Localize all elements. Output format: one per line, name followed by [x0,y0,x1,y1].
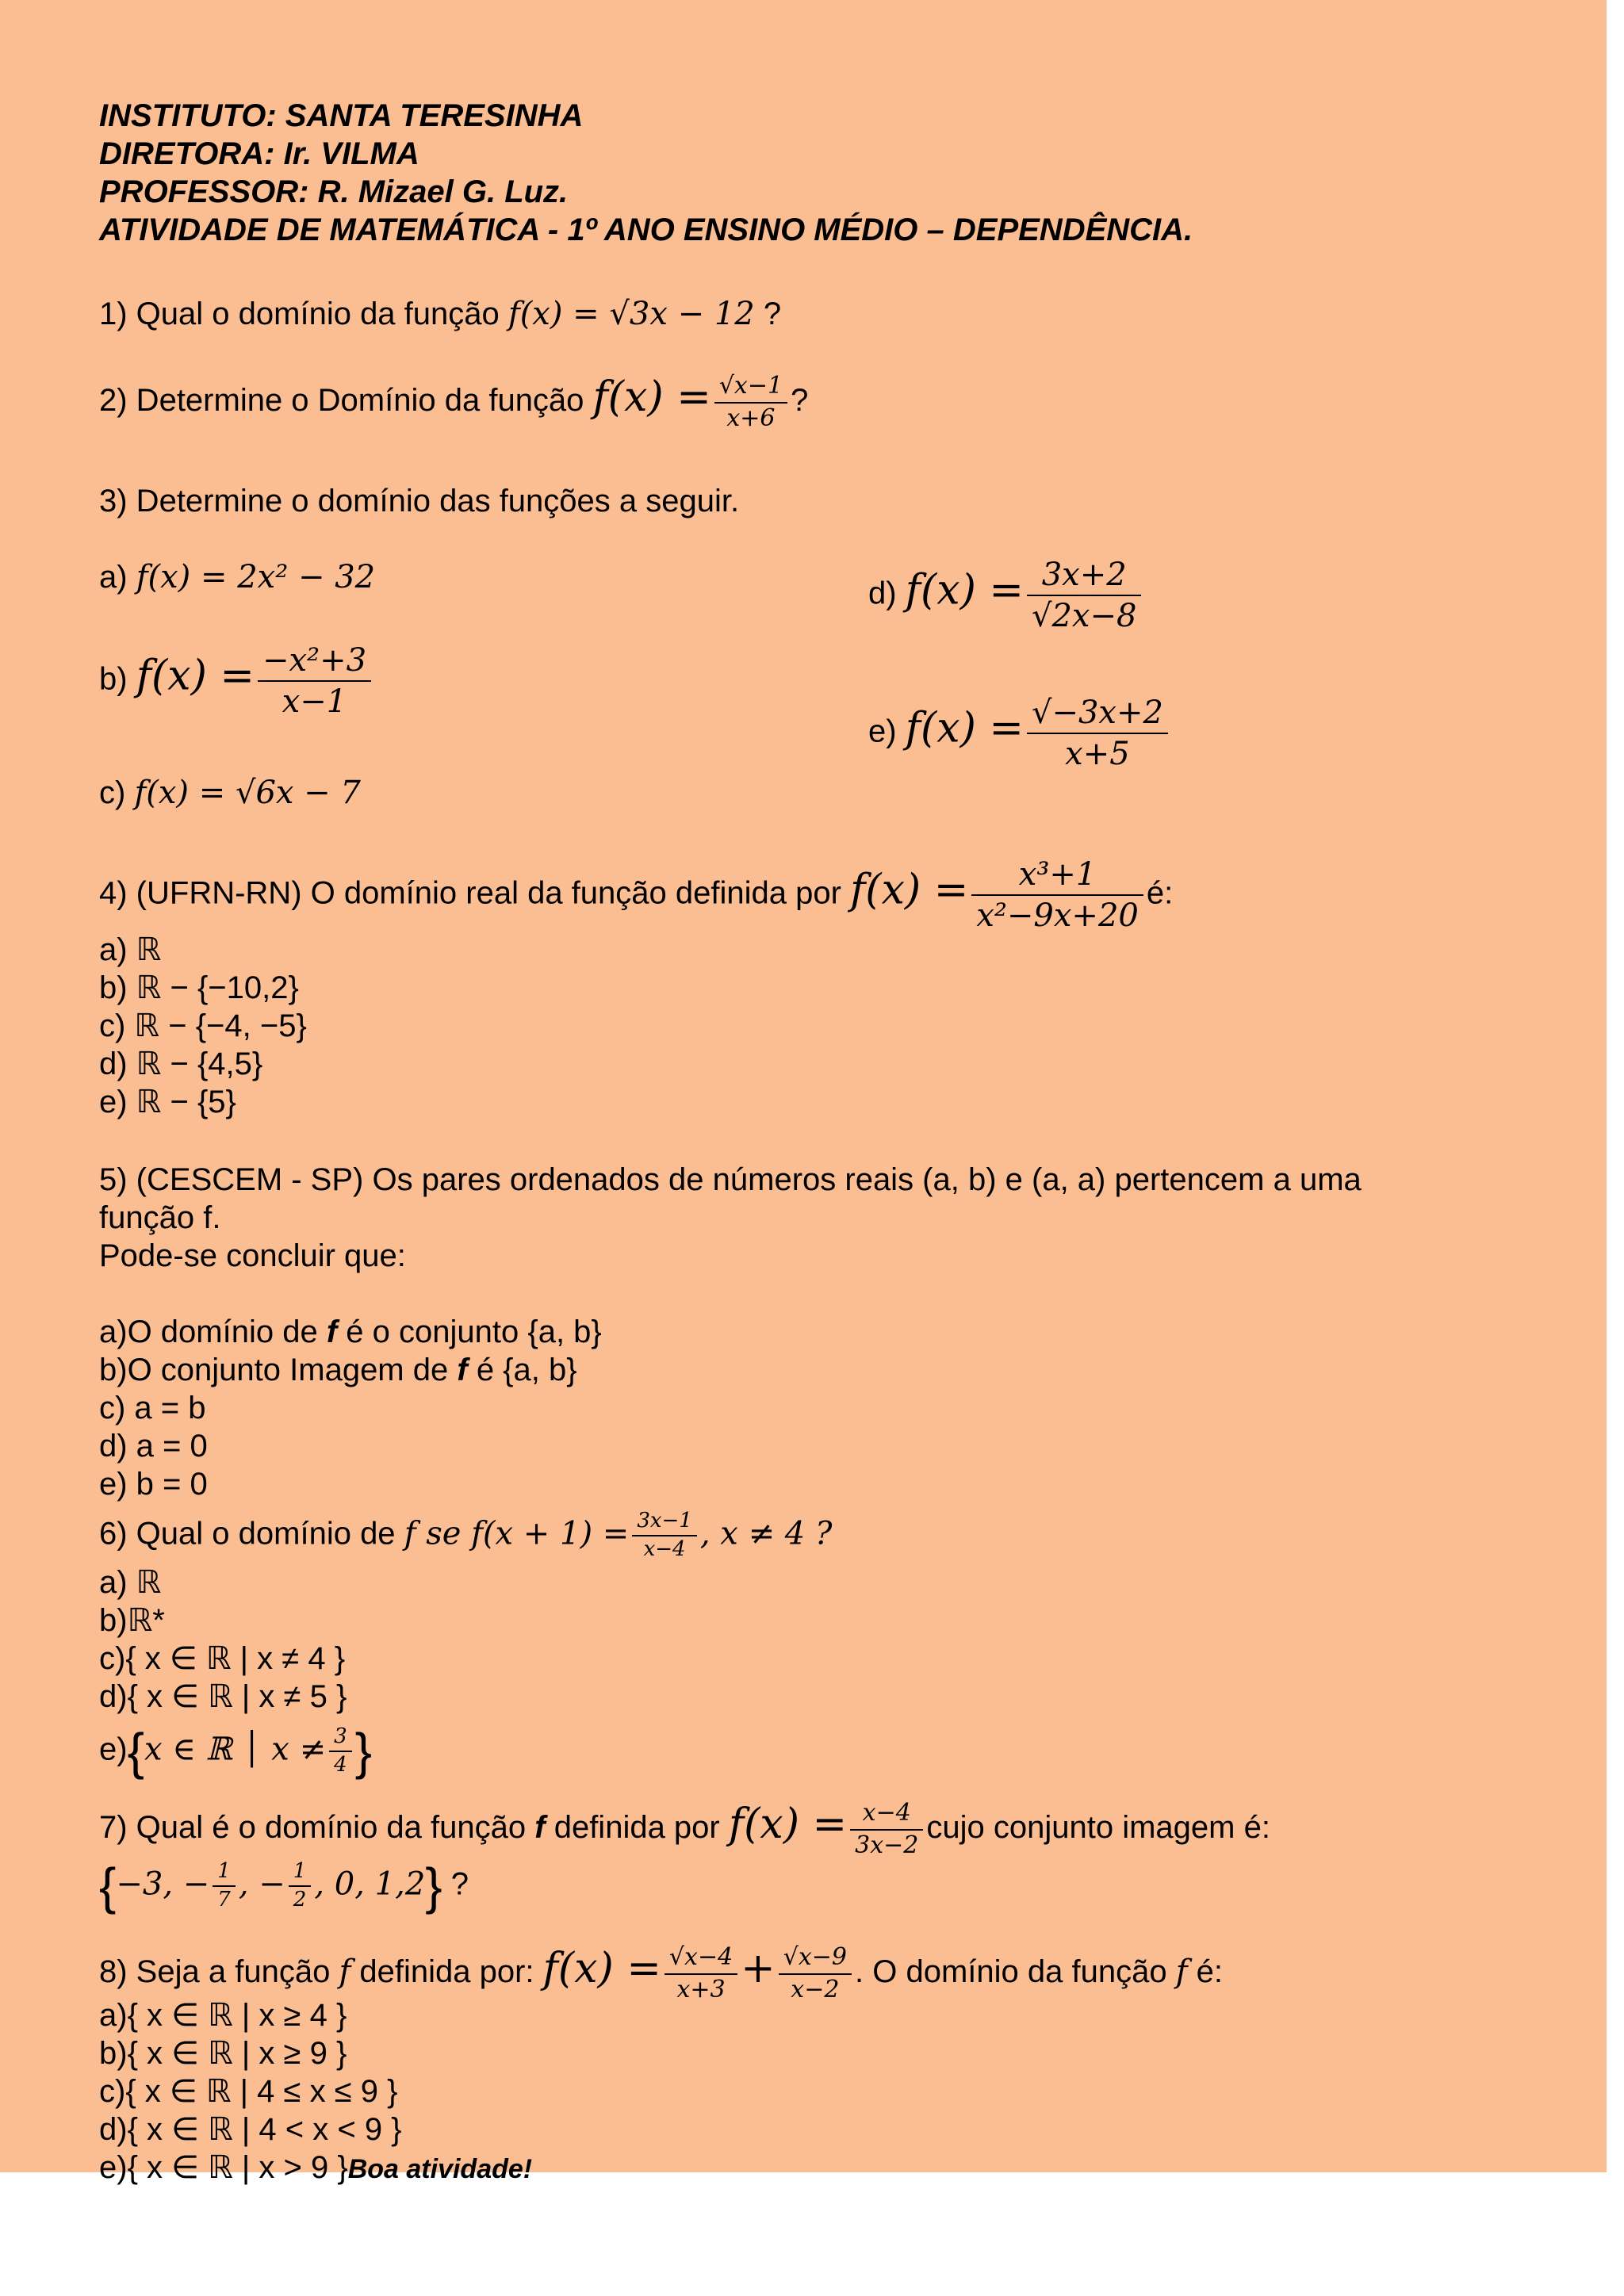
question-8-plus: + [741,1945,776,1993]
question-3a-expr: f(x) = 2x² − 32 [136,559,376,595]
question-5-line-2: função f. [99,1200,221,1235]
question-1-expr: f(x) = √3x − 12 [508,296,755,332]
question-8-option-b[interactable]: b){ x ∈ ℝ | x ≥ 9 } [99,2036,347,2071]
question-2-denominator: x+6 [726,404,776,432]
question-3b-lhs: f(x) = [136,652,255,700]
question-6-option-e-denominator: 4 [334,1752,347,1777]
question-6-option-c[interactable]: c){ x ∈ ℝ | x ≠ 4 } [99,1641,346,1676]
question-4-numerator: x³+1 [971,856,1143,896]
question-8-text: 8) Seja a função [99,1954,331,1990]
question-7-set-start: −3, − [116,1866,210,1903]
question-5-option-a[interactable] [99,1313,602,1351]
question-6-expr: f se f(x + 1) = [404,1515,630,1552]
question-6-option-d[interactable]: d){ x ∈ ℝ | x ≠ 5 } [99,1679,347,1714]
question-7-set-numerator-1: 1 [213,1860,236,1887]
closing-message: Boa atividade! [347,2154,533,2184]
header-director: DIRETORA: Ir. VILMA [99,136,419,171]
question-3c [99,774,361,812]
question-3e-denominator: x+5 [1065,736,1130,772]
question-3-text: 3) Determine o domínio das funções a seguir. [99,484,740,519]
header-teacher: PROFESSOR: R. Mizael G. Luz. [99,174,569,209]
question-8-option-a[interactable]: a){ x ∈ ℝ | x ≥ 4 } [99,1998,347,2033]
question-6-option-b[interactable]: b)ℝ* [99,1603,165,1638]
question-5-option-b-f: f [457,1353,468,1387]
question-5-option-e[interactable]: e) b = 0 [99,1467,208,1502]
question-3e-lhs: f(x) = [905,704,1024,752]
question-5-option-d[interactable]: d) a = 0 [99,1429,208,1464]
question-7 [99,1800,1270,1859]
question-3e-numerator: √−3x+2 [1027,695,1168,734]
question-8-option-e[interactable] [99,2149,532,2188]
question-8-option-e-text: e){ x ∈ ℝ | x > 9 } [99,2150,348,2185]
question-5-option-a-pre: a)O domínio de [99,1314,318,1349]
question-7-denominator: 3x−2 [855,1831,919,1859]
question-8-denominator-2: x−2 [791,1975,840,2003]
question-6-denominator: x−4 [643,1536,686,1561]
question-3d-denominator: √2x−8 [1031,598,1137,634]
question-4-option-d[interactable]: d) ℝ − {4,5} [99,1047,263,1081]
question-3b [99,642,374,720]
question-3d-lhs: f(x) = [905,566,1024,614]
question-7-set-numerator-2: 1 [289,1860,312,1887]
question-7-f: f [534,1810,546,1846]
question-3a-label: a) [99,560,128,595]
question-6 [99,1510,832,1562]
question-8 [99,1944,1223,2003]
question-3d-numerator: 3x+2 [1027,557,1141,596]
question-4-text: 4) (UFRN-RN) O domínio real da função definida por [99,875,841,911]
question-2 [99,373,808,432]
question-5-option-a-post: é o conjunto {a, b} [346,1314,602,1349]
question-3b-label: b) [99,661,128,697]
question-7-set-mid: , − [238,1866,285,1903]
question-5-line-3: Pode-se concluir que: [99,1238,406,1273]
question-7-text: 7) Qual é o domínio da função [99,1810,527,1846]
header-activity: ATIVIDADE DE MATEMÁTICA - 1º ANO ENSINO MÉDIO – DEPENDÊNCIA. [99,212,1193,247]
question-8-f2: f [1175,1954,1188,1991]
question-8-tail-2: é: [1196,1954,1224,1990]
header-institute: INSTITUTO: SANTA TERESINHA [99,98,584,133]
question-5-option-c[interactable]: c) a = b [99,1391,206,1425]
question-5-option-b-pre: b)O conjunto Imagem de [99,1353,449,1387]
question-8-lhs: f(x) = [542,1945,661,1993]
question-1-tail: ? [763,297,782,331]
question-7-question-mark: ? [450,1866,469,1902]
question-8-text-2: definida por: [359,1954,534,1990]
question-2-numerator: √x−1 [714,373,787,404]
question-7-image-set: {−3, − $\frac{1}{7}$ , − $\frac{1}{2}$ , 0, 1,2} ? [99,1857,469,1915]
question-7-set-denominator-1: 7 [217,1887,231,1911]
question-7-text-2: definida por [553,1810,720,1846]
question-7-set-denominator-2: 2 [293,1887,307,1911]
question-2-tail: ? [791,383,809,419]
question-4 [99,856,1173,934]
question-7-lhs: f(x) = [728,1800,848,1849]
question-8-denominator-1: x+3 [676,1975,726,2003]
question-7-numerator: x−4 [850,1800,923,1831]
question-7-tail: cujo conjunto imagem é: [926,1810,1270,1846]
question-5-option-b[interactable] [99,1351,577,1389]
question-8-numerator-1: √x−4 [665,1944,737,1975]
question-3a [99,558,375,596]
question-3d-label: d) [868,576,897,611]
question-4-denominator: x²−9x+20 [976,897,1139,934]
question-3c-label: c) [99,775,126,810]
question-6-tail: , x ≠ 4 ? [699,1515,833,1552]
question-3e-label: e) [868,714,897,749]
question-2-lhs: f(x) = [592,373,711,422]
question-6-option-e[interactable]: e){x ∈ ℝ │ x ≠ $\frac{3}{4}$ } [99,1722,373,1780]
question-6-option-e-numerator: 3 [329,1725,352,1752]
question-8-f1: f [339,1954,351,1991]
question-1 [99,295,781,333]
question-8-option-d[interactable]: d){ x ∈ ℝ | 4 < x < 9 } [99,2112,402,2147]
question-4-lhs: f(x) = [850,866,969,914]
question-7-set-end: , 0, 1,2 [314,1866,426,1903]
question-6-option-e-set: x ∈ ℝ │ x ≠ [144,1731,327,1768]
question-8-option-c[interactable]: c){ x ∈ ℝ | 4 ≤ x ≤ 9 } [99,2074,398,2109]
question-4-option-b[interactable]: b) ℝ − {−10,2} [99,970,299,1005]
question-3b-denominator: x−1 [282,683,347,720]
question-4-tail: é: [1146,875,1174,911]
question-6-numerator: 3x−1 [632,1510,697,1536]
question-6-option-a[interactable]: a) ℝ [99,1565,162,1600]
question-4-option-c[interactable]: c) ℝ − {−4, −5} [99,1008,307,1043]
question-3e [868,695,1171,772]
question-8-numerator-2: √x−9 [779,1944,852,1975]
question-3c-expr: f(x) = √6x − 7 [134,775,361,811]
question-6-option-e-label: e) [99,1732,128,1767]
question-5-line-1: 5) (CESCEM - SP) Os pares ordenados de números reais (a, b) e (a, a) pertencem a uma [99,1162,1362,1197]
question-4-option-e[interactable]: e) ℝ − {5} [99,1085,236,1119]
question-5-option-b-post: é {a, b} [476,1353,577,1387]
question-6-text: 6) Qual o domínio de [99,1516,396,1552]
question-3b-numerator: −x²+3 [258,642,371,682]
question-4-option-a[interactable]: a) ℝ [99,932,162,967]
question-1-text: 1) Qual o domínio da função [99,297,500,331]
question-2-text: 2) Determine o Domínio da função [99,383,584,419]
question-3d [868,557,1144,634]
question-8-tail: . O domínio da função [855,1954,1167,1990]
question-5-option-a-f: f [326,1314,338,1349]
